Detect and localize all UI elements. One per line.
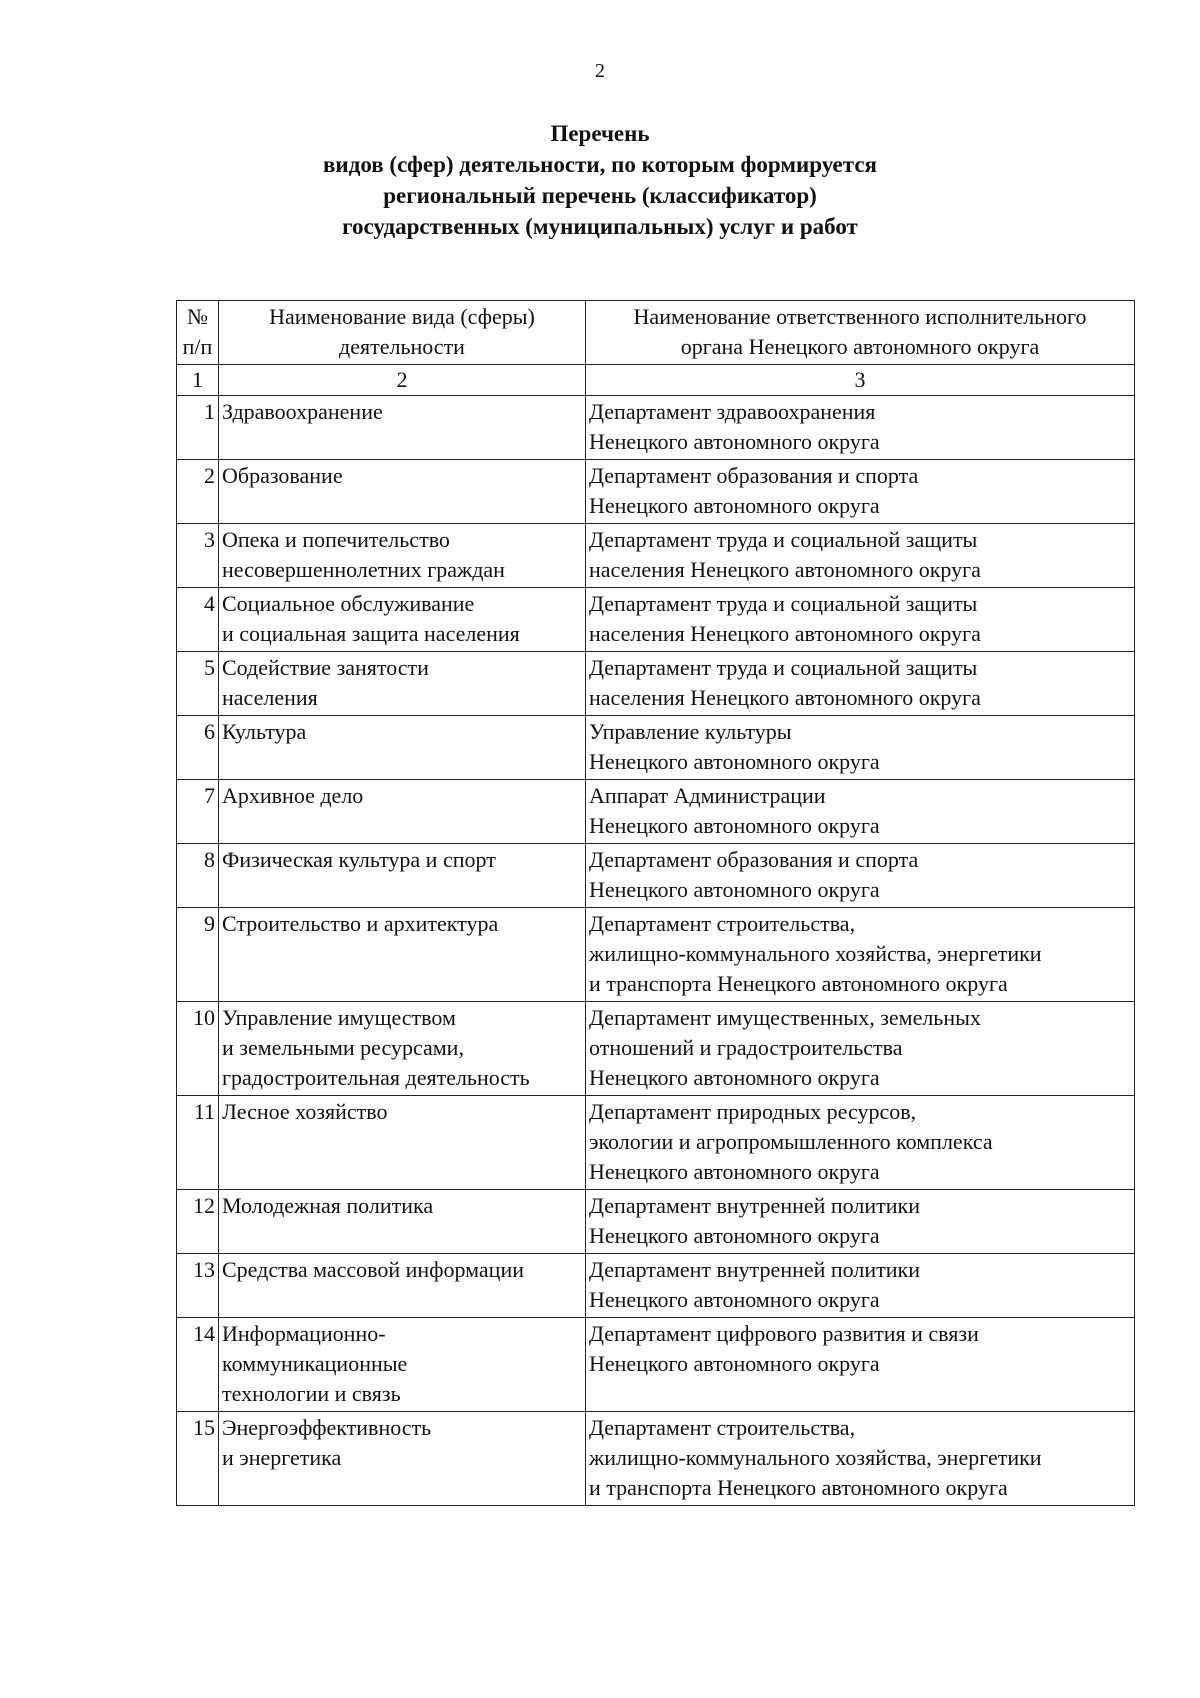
activity-area-line: Средства массовой информации — [222, 1257, 524, 1282]
table-row — [177, 1412, 1135, 1506]
responsible-body-line: Ненецкого автономного округа — [589, 813, 880, 838]
activity-area-cell — [219, 524, 586, 588]
responsible-body-line: Аппарат Администрации — [589, 783, 826, 808]
responsible-body-line: отношений и градостроительства — [589, 1035, 903, 1060]
activity-area-cell — [219, 460, 586, 524]
activity-area-line: Культура — [222, 719, 307, 744]
activity-area-line: населения — [222, 685, 318, 710]
responsible-body-line: Управление культуры — [589, 719, 792, 744]
row-number: 11 — [177, 1096, 219, 1190]
responsible-body-cell — [586, 780, 1135, 844]
responsible-body-line: Департамент имущественных, земельных — [589, 1005, 981, 1030]
activity-area-line: Управление имуществом — [222, 1005, 456, 1030]
responsible-body-line: Департамент внутренней политики — [589, 1257, 920, 1282]
activity-area-cell — [219, 1002, 586, 1096]
table-row — [177, 652, 1135, 716]
responsible-body-cell — [586, 908, 1135, 1002]
title-line: региональный перечень (классификатор) — [383, 183, 817, 208]
document-title — [0, 118, 1200, 242]
activity-area-line: и энергетика — [222, 1445, 342, 1470]
activity-area-line: коммуникационные — [222, 1351, 408, 1376]
responsible-body-line: населения Ненецкого автономного округа — [589, 685, 981, 710]
activity-area-cell — [219, 1412, 586, 1506]
activity-area-cell — [219, 908, 586, 1002]
row-number: 2 — [177, 460, 219, 524]
activity-area-line: Социальное обслуживание — [222, 591, 475, 616]
table-row — [177, 396, 1135, 460]
responsible-body-line: Департамент образования и спорта — [589, 847, 919, 872]
activity-area-cell — [219, 1190, 586, 1254]
table-row — [177, 460, 1135, 524]
row-number: 7 — [177, 780, 219, 844]
responsible-body-cell — [586, 1254, 1135, 1318]
responsible-body-line: населения Ненецкого автономного округа — [589, 557, 981, 582]
activity-area-line: Энергоэффективность — [222, 1415, 432, 1440]
table-row — [177, 588, 1135, 652]
activity-area-line: Строительство и архитектура — [222, 911, 499, 936]
activity-area-cell — [219, 652, 586, 716]
table-header-row — [177, 301, 1135, 365]
table-row — [177, 1318, 1135, 1412]
column-number: 3 — [586, 365, 1135, 396]
activity-area-line: градостроительная деятельность — [222, 1065, 530, 1090]
responsible-body-cell — [586, 1318, 1135, 1412]
responsible-body-cell — [586, 1190, 1135, 1254]
column-numbers-row — [177, 365, 1135, 396]
header-line: органа Ненецкого автономного округа — [680, 334, 1040, 359]
table-row — [177, 844, 1135, 908]
responsible-body-line: Департамент строительства, — [589, 911, 856, 936]
activity-area-line: Опека и попечительство — [222, 527, 450, 552]
responsible-body-cell — [586, 396, 1135, 460]
activity-area-line: Физическая культура и спорт — [222, 847, 496, 872]
responsible-body-line: и транспорта Ненецкого автономного округа — [589, 1475, 1008, 1500]
activity-area-line: Архивное дело — [222, 783, 364, 808]
responsible-body-line: Департамент здравоохранения — [589, 399, 876, 424]
row-number: 4 — [177, 588, 219, 652]
responsible-body-line: Ненецкого автономного округа — [589, 1223, 880, 1248]
activity-area-line: несовершеннолетних граждан — [222, 557, 505, 582]
activity-area-line: Молодежная политика — [222, 1193, 434, 1218]
responsible-body-line: и транспорта Ненецкого автономного округа — [589, 971, 1008, 996]
table-row — [177, 716, 1135, 780]
responsible-body-cell — [586, 1096, 1135, 1190]
row-number: 8 — [177, 844, 219, 908]
title-line: Перечень — [550, 121, 650, 146]
activity-area-cell — [219, 396, 586, 460]
title-line: видов (сфер) деятельности, по которым формируется — [323, 152, 877, 177]
responsible-body-line: Департамент цифрового развития и связи — [589, 1321, 979, 1346]
table-body — [177, 365, 1135, 1506]
responsible-body-line: Департамент строительства, — [589, 1415, 856, 1440]
header-line: Наименование ответственного исполнительного — [633, 304, 1087, 329]
row-number: 13 — [177, 1254, 219, 1318]
table-row — [177, 780, 1135, 844]
responsible-body-line: Департамент природных ресурсов, — [589, 1099, 917, 1124]
header-org — [586, 301, 1135, 365]
responsible-body-line: Департамент труда и социальной защиты — [589, 527, 978, 552]
responsible-body-line: Департамент труда и социальной защиты — [589, 655, 978, 680]
activity-area-cell — [219, 1254, 586, 1318]
responsible-body-cell — [586, 1002, 1135, 1096]
activity-area-line: и земельными ресурсами, — [222, 1035, 464, 1060]
table-row — [177, 908, 1135, 1002]
activity-area-cell — [219, 1318, 586, 1412]
activity-area-cell — [219, 716, 586, 780]
table-row — [177, 1254, 1135, 1318]
column-number: 2 — [219, 365, 586, 396]
table-row — [177, 1190, 1135, 1254]
responsible-body-line: Департамент образования и спорта — [589, 463, 919, 488]
activity-area-line: Образование — [222, 463, 343, 488]
responsible-body-cell — [586, 524, 1135, 588]
responsible-body-cell — [586, 844, 1135, 908]
responsible-body-line: Ненецкого автономного округа — [589, 493, 880, 518]
responsible-body-cell — [586, 460, 1135, 524]
responsible-body-cell — [586, 716, 1135, 780]
activity-area-line: Информационно- — [222, 1321, 386, 1346]
activity-area-line: Здравоохранение — [222, 399, 383, 424]
activity-area-line: и социальная защита населения — [222, 621, 520, 646]
responsible-body-line: Департамент труда и социальной защиты — [589, 591, 978, 616]
responsible-body-cell — [586, 652, 1135, 716]
row-number: 9 — [177, 908, 219, 1002]
responsible-body-line: Департамент внутренней политики — [589, 1193, 920, 1218]
title-line: государственных (муниципальных) услуг и работ — [342, 214, 858, 239]
responsible-body-line: Ненецкого автономного округа — [589, 877, 880, 902]
header-num — [177, 301, 219, 365]
activity-area-cell — [219, 844, 586, 908]
responsible-body-line: населения Ненецкого автономного округа — [589, 621, 981, 646]
row-number: 6 — [177, 716, 219, 780]
activity-area-line: Содействие занятости — [222, 655, 429, 680]
activity-area-cell — [219, 1096, 586, 1190]
responsible-body-line: Ненецкого автономного округа — [589, 1351, 880, 1376]
row-number: 12 — [177, 1190, 219, 1254]
activity-area-line: Лесное хозяйство — [222, 1099, 388, 1124]
responsible-body-cell — [586, 588, 1135, 652]
responsible-body-line: Ненецкого автономного округа — [589, 1287, 880, 1312]
table-row — [177, 1002, 1135, 1096]
header-area — [219, 301, 586, 365]
row-number: 1 — [177, 396, 219, 460]
responsible-body-cell — [586, 1412, 1135, 1506]
header-line: деятельности — [339, 334, 465, 359]
row-number: 5 — [177, 652, 219, 716]
responsible-body-line: экологии и агропромышленного комплекса — [589, 1129, 993, 1154]
header-line: Наименование вида (сферы) — [269, 304, 535, 329]
activity-area-cell — [219, 588, 586, 652]
responsible-body-line: жилищно-коммунального хозяйства, энергетики — [589, 941, 1042, 966]
activities-table — [176, 300, 1135, 1506]
column-number: 1 — [177, 365, 219, 396]
responsible-body-line: жилищно-коммунального хозяйства, энергетики — [589, 1445, 1042, 1470]
activity-area-line: технологии и связь — [222, 1381, 401, 1406]
responsible-body-line: Ненецкого автономного округа — [589, 1159, 880, 1184]
header-line: п/п — [182, 334, 213, 359]
page-number: 2 — [595, 60, 605, 82]
responsible-body-line: Ненецкого автономного округа — [589, 749, 880, 774]
row-number: 14 — [177, 1318, 219, 1412]
activity-area-cell — [219, 780, 586, 844]
responsible-body-line: Ненецкого автономного округа — [589, 1065, 880, 1090]
header-line: № — [187, 304, 208, 329]
table-row — [177, 1096, 1135, 1190]
row-number: 3 — [177, 524, 219, 588]
table-row — [177, 524, 1135, 588]
responsible-body-line: Ненецкого автономного округа — [589, 429, 880, 454]
row-number: 10 — [177, 1002, 219, 1096]
row-number: 15 — [177, 1412, 219, 1506]
